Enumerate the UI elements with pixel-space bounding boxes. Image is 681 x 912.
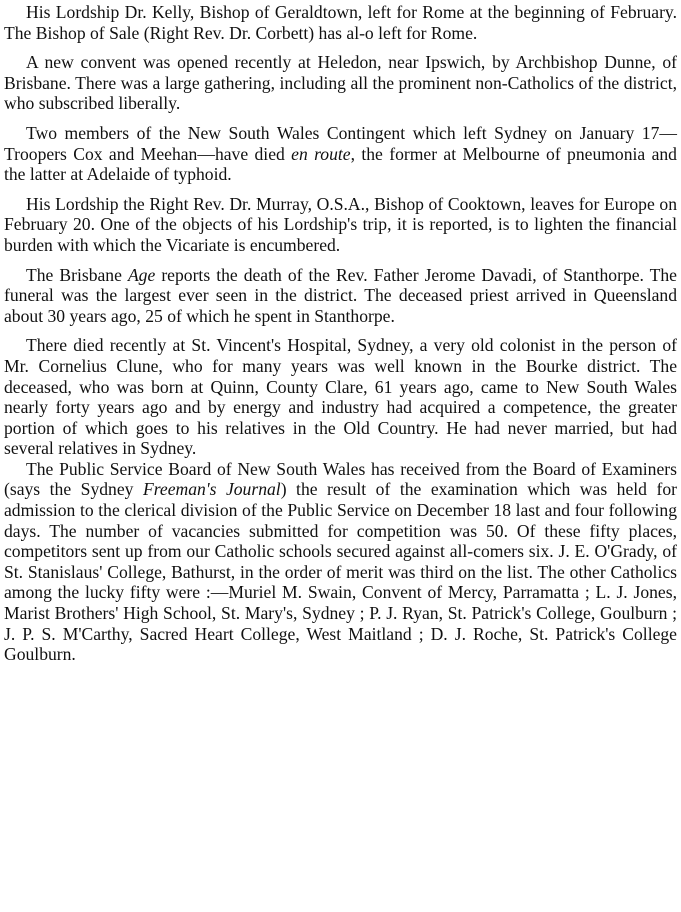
paragraph-text: His Lordship the Right Rev. Dr. Murray, O.S.A., Bishop of Cooktown, leaves for Europe on February 20. One of the objects of his Lordship's trip, it is reported, is to lighten the financial burden with which the Vicariate is encumbered. <box>4 193 677 255</box>
paragraph-text-after: reports the death of the Rev. Father Jerome Davadi, of Stanthorpe. The funeral was the largest ever seen in the district. The deceased priest arrived in Queensland about 30 years ago, 25 of which he spent in Stanthorpe. <box>4 264 677 326</box>
paragraph-text-after: , the former at Melbourne of pneumonia and the latter at Adelaide of typhoid. <box>4 143 677 185</box>
paragraph-text: His Lordship Dr. Kelly, Bishop of Geraldtown, left for Rome at the beginning of February. The Bishop of Sale (Right Rev. Dr. Corbett) has al-o left for Rome. <box>4 2 677 43</box>
paragraph-text-before: The Public Service Board of New South Wales has received from the Board of Examiners (says the Sydney <box>4 458 677 500</box>
paragraph-text: A new convent was opened recently at Heledon, near Ipswich, by Archbishop Dunne, of Brisbane. There was a large gathering, including all the prominent non-Catholics of the district, who subscribed liberally. <box>4 52 677 114</box>
paragraph-text-after: ) the result of the examination which was held for admission to the clerical division of the Public Service on December 18 last and four following days. The number of vacancies submitted for competition was 50. Of these fifty places, competitors sent up from our Catholic schools secured against all-comers six. J. E. O'Grady, of St. Stanislaus' College, Bathurst, in the order of merit was third on the list. The other Catholics among the lucky fifty were :—Muriel M. Swain, Convent of Mercy, Parramatta ; L. J. Jones, Marist Brothers' High School, St. Mary's, Sydney ; P. J. Ryan, St. Patrick's College, Goulburn ; J. P. S. M'Carthy, Sacred Heart College, West Maitland ; D. J. Roche, St. Patrick's College Goulburn. <box>4 479 677 665</box>
paragraph-text-before: Two members of the New South Wales Contingent which left Sydney on January 17—Troopers Cox and Meehan—have died <box>4 122 677 164</box>
paragraph-text: There died recently at St. Vincent's Hospital, Sydney, a very old colonist in the person of Mr. Cornelius Clune, who for many years was well known in the Bourke district. The deceased, who was born at Quinn, County Clare, 61 years ago, came to New South Wales nearly forty years ago and by energy and industry had acquired a competence, the greater portion of which goes to his relatives in the Old Country. He had never married, but had several relatives in Sydney. <box>4 335 677 459</box>
paragraph-italic: Freeman's Journal <box>142 479 281 500</box>
paragraph-public-service <box>4 459 677 665</box>
paragraph-text-before: The Brisbane <box>26 264 128 285</box>
paragraph-bishop-murray <box>4 194 677 256</box>
paragraph-bishop-kelly <box>4 2 677 43</box>
paragraph-cornelius-clune <box>4 335 677 459</box>
paragraph-italic: en route <box>291 143 351 164</box>
paragraph-italic: Age <box>127 264 156 285</box>
paragraph-father-davadi <box>4 265 677 327</box>
paragraph-contingent-troopers <box>4 123 677 185</box>
paragraph-heledon-convent <box>4 52 677 114</box>
